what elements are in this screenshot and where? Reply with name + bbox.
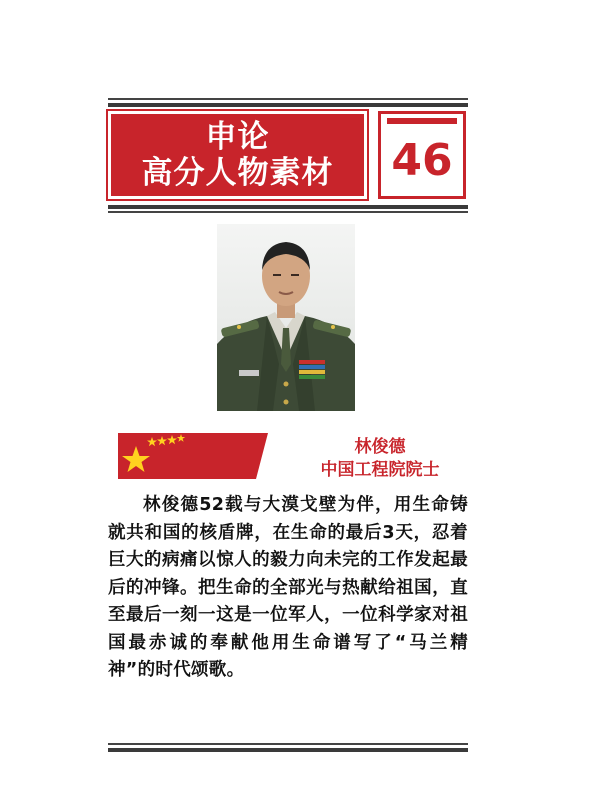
footer-rule-thick: [108, 748, 468, 752]
top-rule-thin: [108, 98, 468, 100]
portrait-illustration: [217, 224, 355, 411]
header-bottom-rule-thick: [108, 205, 468, 209]
title-line-2: 高分人物素材: [141, 155, 334, 191]
body-paragraph: 林俊德52载与大漠戈壁为伴，用生命铸就共和国的核盾牌，在生命的最后3天，忍着巨大的病痛以惊人的毅力向未完的工作发起最后的冲锋。把生命的全部光与热献给祖国，直至最后一刻一这是一位军人，一位科学家对祖国最赤诚的奉献他用生命谱写了“马兰精神”的时代颂歌。: [108, 495, 468, 680]
title-line-1: 申论: [205, 119, 270, 155]
top-rule-thick: [108, 103, 468, 107]
person-title: 中国工程院院士: [320, 460, 440, 480]
header-bottom-rule-thin: [108, 211, 468, 213]
portrait-photo: [217, 224, 355, 411]
title-box: [108, 111, 367, 199]
footer-rule-thin: [108, 743, 468, 745]
person-name: 林俊德: [354, 437, 406, 457]
chinese-flag-icon: [118, 433, 268, 479]
issue-number-box: [378, 111, 466, 199]
issue-number: 46: [391, 134, 453, 186]
number-box-bar: [387, 118, 457, 124]
